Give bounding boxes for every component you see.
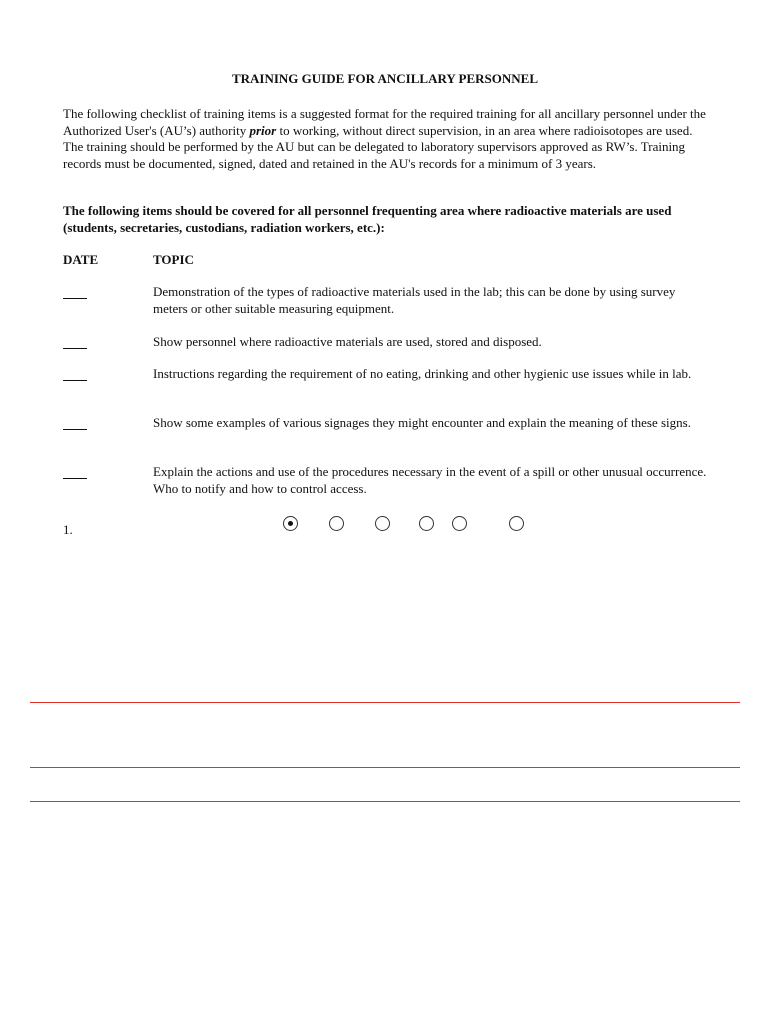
date-blank-field[interactable] [63, 478, 87, 479]
radio-option-6[interactable] [509, 516, 524, 531]
coverage-paragraph: The following items should be covered for all personnel frequenting area where radioactive materials are used (students, secretaries, custodians, radiation workers, etc.): [63, 203, 672, 235]
radio-selected-dot [288, 521, 293, 526]
topic-column-header: TOPIC [153, 252, 194, 267]
radio-option-5[interactable] [452, 516, 467, 531]
date-blank-field[interactable] [63, 298, 87, 299]
topic-text: Explain the actions and use of the procedures necessary in the event of a spill or other unusual occurrence. Who to notify and how to control access. [153, 464, 707, 496]
radio-option-3[interactable] [375, 516, 390, 531]
intro-emphasis: prior [249, 122, 277, 138]
red-form-line-3 [30, 801, 740, 802]
topic-text: Show personnel where radioactive materials are used, stored and disposed. [153, 334, 542, 349]
radio-option-4[interactable] [419, 516, 434, 531]
date-blank-field[interactable] [63, 348, 87, 349]
intro-text-before: The following checklist of training items is a suggested format for the required training for all ancillary personnel under the Authorized User's (AU’s) authority [63, 106, 706, 138]
date-blank-field[interactable] [63, 380, 87, 381]
question-number: 1. [63, 522, 73, 537]
topic-text: Instructions regarding the requirement of no eating, drinking and other hygienic use issues while in lab. [153, 366, 692, 381]
document-title: TRAINING GUIDE FOR ANCILLARY PERSONNEL [231, 71, 539, 86]
radio-option-1[interactable] [283, 516, 298, 531]
red-form-line-1 [30, 702, 740, 703]
red-form-line-2 [30, 767, 740, 768]
intro-text-after: to working, without direct supervision, in an area where radioisotopes are used. The training should be performed by the AU but can be delegated to laboratory supervisors approved as RW’s. Training records must be documented, signed, dated and retained in the AU's records for a minimum of 3 years. [63, 122, 693, 171]
intro-paragraph [63, 106, 713, 172]
date-column-header: DATE [63, 252, 99, 267]
topic-text: Demonstration of the types of radioactive materials used in the lab; this can be done by using survey meters or other suitable measuring equipment. [153, 284, 676, 316]
topic-text: Show some examples of various signages they might encounter and explain the meaning of these signs. [153, 415, 691, 430]
radio-option-2[interactable] [329, 516, 344, 531]
date-blank-field[interactable] [63, 429, 87, 430]
